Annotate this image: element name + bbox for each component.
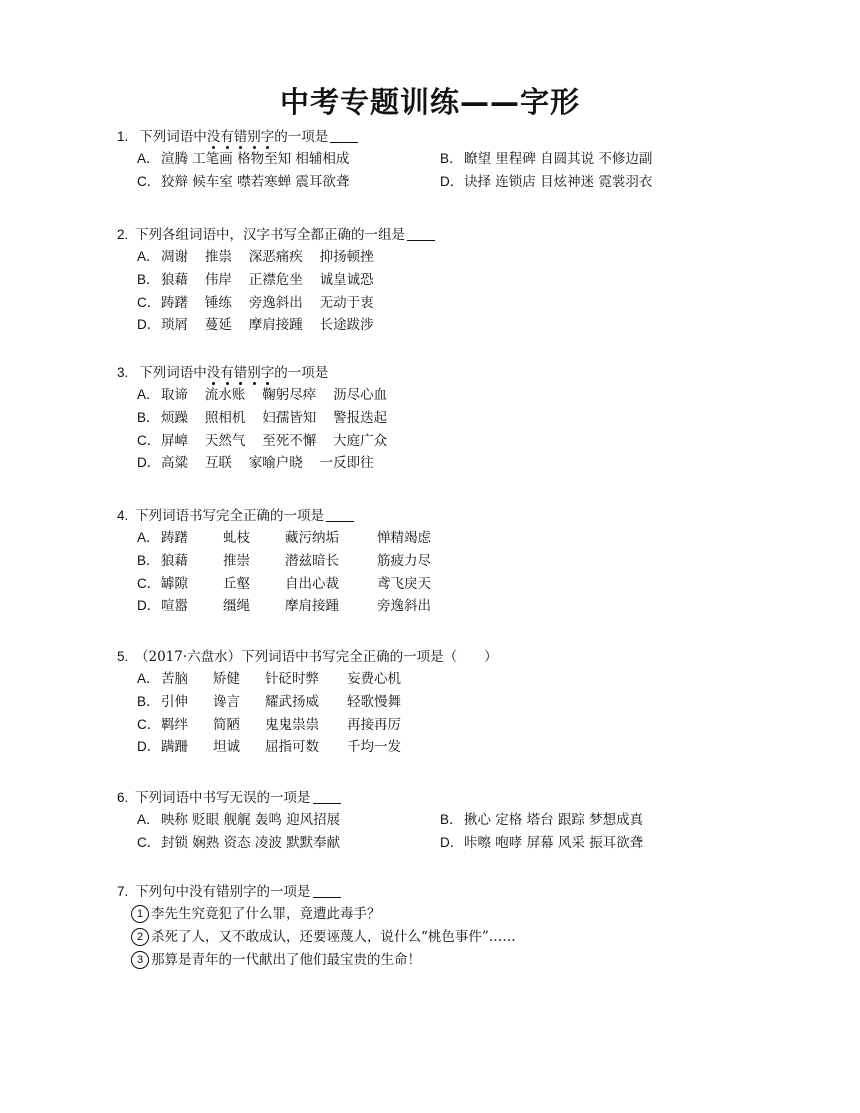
option-b: B．引伸 谗言 耀武扬威 轻歌慢舞 [137, 693, 401, 710]
question-2 [117, 224, 435, 337]
sentence-3: 3 那算是青年的一代献出了他们最宝贵的生命！ [117, 949, 516, 972]
option-d: D．喧嚣 缰绳 摩肩接踵 旁逸斜出 [137, 598, 431, 615]
option-grid [137, 809, 644, 855]
question-stem: 4. 下列词语书写完全正确的一项是 [117, 505, 435, 527]
option-d: D．琐屑 蔓延 摩肩接踵 长途跋涉 [137, 317, 374, 334]
question-stem: 6. 下列词语中书写无误的一项是 [117, 787, 341, 809]
option-a: A．苦脑 矫健 针砭时弊 妄费心机 [137, 671, 401, 687]
question-stem: 2. 下列各组词语中，汉字书写全都正确的一组是 [117, 224, 435, 246]
option-c: C．罅隙 丘壑 自出心裁 鸢飞戾天 [137, 575, 431, 592]
answer-blank [326, 507, 354, 522]
option-grid [137, 148, 653, 194]
question-7 [117, 881, 516, 972]
option-c: C．封锁 娴熟 资态 凌波 默默奉献 [137, 834, 341, 851]
question-number: 6. [117, 790, 129, 805]
answer-blank [330, 128, 358, 143]
option-b: B．狼藉 推崇 潜兹暗长 筋疲力尽 [137, 552, 431, 569]
option-a: A．渲腾 工笔画 格物至知 相辅相成 [137, 151, 350, 167]
option-c: C．屏嶂 天然气 至死不懈 大庭广众 [137, 432, 388, 449]
page-title: 中考专题训练——字形 [279, 85, 580, 119]
option-c: C．狡辩 候车室 噤若寒蝉 震耳欲聋 [137, 173, 350, 190]
question-number: 7. [117, 884, 129, 899]
circled-number: 2 [131, 928, 149, 946]
question-3 [117, 362, 391, 475]
option-b: B．瞭望 里程碑 自圆其说 不修边副 [440, 151, 653, 167]
question-6 [117, 787, 644, 855]
option-d: D．咔嚓 咆哮 屏幕 风采 振耳欲聋 [440, 834, 644, 851]
sentence-2: 2 杀死了人，又不敢成认，还要诬蔑人，说什么“桃色事件”…… [117, 926, 516, 949]
answer-blank [313, 789, 341, 804]
question-stem: 3. 下列词语中没有错别字的一项是 [117, 362, 391, 384]
answer-blank [313, 883, 341, 898]
question-number: 2. [117, 227, 129, 242]
option-d: D．高粱 互联 家喻户晓 一反即往 [137, 455, 374, 472]
question-stem: 1. 下列词语中没有错别字的一项是 [117, 126, 358, 148]
circled-number: 3 [131, 951, 149, 969]
option-a: A．取谛 流水账 鞠躬尽瘁 沥尽心血 [137, 387, 388, 403]
option-c: C．羁绊 简陋 鬼鬼祟祟 再接再厉 [137, 716, 401, 733]
question-5 [117, 646, 498, 759]
question-number: 5. [117, 649, 129, 664]
question-number: 4. [117, 508, 129, 523]
question-number: 3. [117, 365, 129, 380]
question-4 [117, 505, 435, 618]
answer-blank [407, 226, 435, 241]
option-b: B．烦躁 照相机 妇孺皆知 警报迭起 [137, 409, 388, 426]
option-d: D．蹒跚 坦诚 屈指可数 千均一发 [137, 739, 401, 756]
option-b: B．狼藉 伟岸 正襟危坐 诚皇诚恐 [137, 271, 374, 288]
question-stem: 5. （2017·六盘水）下列词语中书写完全正确的一项是（ ） [117, 646, 498, 668]
option-c: C．踌躇 锤练 旁逸斜出 无动于衷 [137, 294, 374, 311]
question-number: 1. [117, 129, 129, 144]
question-stem: 7. 下列句中没有错别字的一项是 [117, 881, 516, 903]
option-b: B．揪心 定格 塔台 跟踪 梦想成真 [440, 812, 644, 828]
circled-number: 1 [131, 905, 149, 923]
option-a: A．凋谢 推祟 深恶痛疾 抑扬顿挫 [137, 249, 374, 265]
sentence-1: 1 李先生究竟犯了什么罪，竟遭此毒手？ [117, 903, 516, 926]
option-a: A．踌躇 虬枝 藏污纳垢 惮精竭虑 [137, 530, 431, 546]
option-a: A．映称 贬眼 舰艉 轰鸣 迎风招展 [137, 812, 341, 828]
question-1 [117, 126, 653, 194]
option-d: D．诀择 连锁店 目炫神迷 霓裳羽衣 [440, 173, 653, 190]
